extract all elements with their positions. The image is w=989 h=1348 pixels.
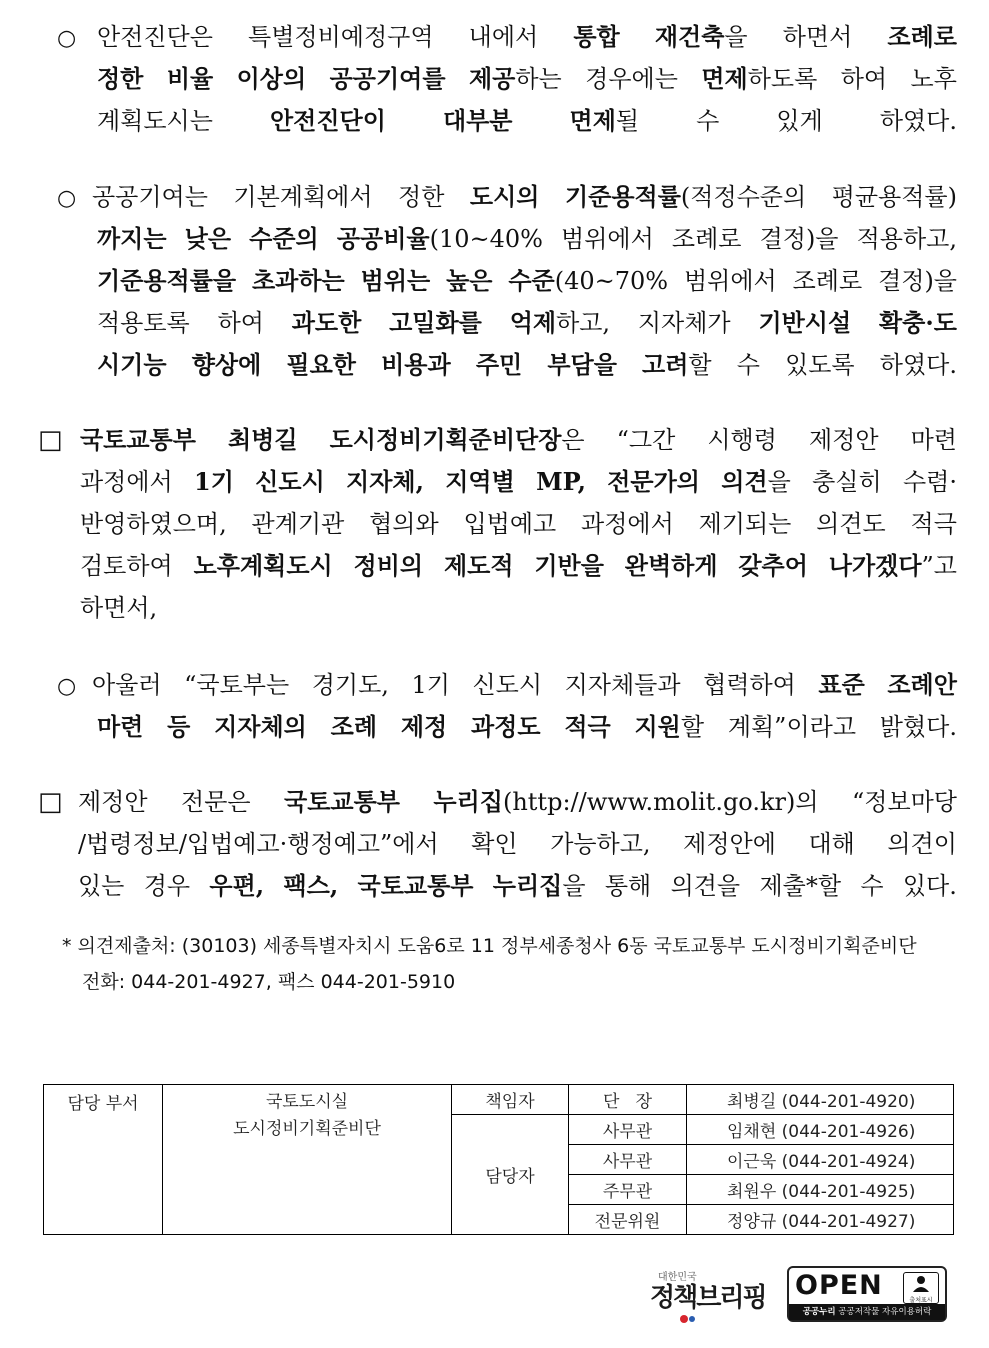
text-line [97, 260, 957, 302]
word: 고려할 [642, 350, 712, 379]
word: 과정에서 [581, 510, 674, 538]
word: 전문가의 [607, 467, 700, 496]
word: 누리집(http://www.molit.go.kr)의 [433, 787, 819, 816]
word: 지자체가 [637, 309, 731, 337]
paragraph-body [80, 419, 957, 629]
word: 하면서 [782, 23, 853, 51]
word: 제기되는 [698, 510, 792, 538]
word: 수 [860, 872, 884, 900]
word: 범위는 [360, 266, 431, 295]
note-line-phone: 전화: 044-201-4927, 팩스 044-201-5910 [82, 971, 456, 993]
word: 기본계획에서 [233, 183, 373, 211]
word: 조례로 [671, 225, 742, 253]
word: 내에서 [468, 23, 539, 51]
word: 갖추어 [738, 551, 808, 580]
word: 통합 [573, 22, 620, 51]
briefing-accent-icon [678, 1312, 698, 1326]
word: 안전진단이 [269, 106, 386, 135]
word: 초과하는 [252, 266, 345, 295]
word: 우편, [209, 871, 265, 900]
word: 가능하고, [550, 830, 651, 858]
word: 통해 [604, 872, 652, 900]
text-line [80, 461, 957, 503]
contact-table [43, 1084, 954, 1235]
open-text: OPEN [795, 1270, 883, 1301]
word: 수준(40~70% [508, 266, 669, 295]
word: 기준용적률을 [97, 266, 237, 295]
word: 국토교통부 [80, 425, 196, 454]
word: 과도한 [291, 308, 362, 337]
word: 계획도시는 [97, 107, 213, 135]
text-line [97, 16, 957, 58]
word: 도시정비기획준비단장은 [329, 425, 585, 454]
word: 지원할 [634, 712, 705, 741]
word: 까지는 [97, 224, 167, 253]
word: 경우 [143, 872, 191, 900]
open-footer-text: 공공저작물 자유이용허락 [838, 1307, 932, 1317]
contact-title: 사무관 [569, 1115, 687, 1145]
open-footer-bar [789, 1304, 945, 1320]
word: 지자체의 [214, 712, 307, 741]
word: 있다. [902, 872, 957, 900]
contact-title: 주무관 [569, 1175, 687, 1205]
text-line [97, 706, 957, 748]
open-license-badge [787, 1266, 947, 1322]
word: 전문은 [181, 788, 251, 816]
word: 누리집을 [492, 871, 586, 900]
person-icon [904, 1273, 938, 1293]
word: 지자체들과 [564, 671, 681, 699]
word: 제공하는 [468, 64, 562, 93]
word: 적극 [910, 510, 957, 538]
word: 국토교통부 [357, 871, 474, 900]
word: 향상에 [191, 350, 262, 379]
text-line [80, 587, 957, 629]
text-line [78, 823, 957, 865]
word: 검토하여 [80, 552, 173, 580]
word: 억제하고, [509, 308, 611, 337]
word: 하였다. [879, 351, 957, 379]
word: 관계기관 [251, 510, 345, 538]
word: 밝혔다. [879, 713, 957, 741]
text-line [97, 218, 957, 260]
dept-line-2: 도시정비기획준비단 [233, 1119, 381, 1139]
word: 수 [736, 351, 760, 379]
word: 나가겠다”고 [828, 551, 957, 580]
paragraph-body [97, 16, 957, 142]
square-bullet: □ [38, 787, 63, 817]
word: 수준의 [249, 224, 319, 253]
paragraph-body [92, 176, 957, 386]
word: 정한 [398, 183, 445, 211]
word: 과정도 [470, 712, 541, 741]
contact-name: 최원우 (044-201-4925) [687, 1175, 954, 1205]
word: 의견도 [816, 510, 886, 538]
word: 의견을 [721, 467, 791, 496]
text-line [97, 302, 957, 344]
word: 기준용적률(적정수준의 [564, 182, 807, 211]
word: 공공기여는 [92, 183, 208, 211]
word: 제도적 [443, 551, 514, 580]
word: 과정에서 [80, 468, 173, 496]
word: 입법예고 [463, 510, 557, 538]
word: 하면서, [80, 594, 158, 622]
head-label-cell [452, 1085, 569, 1115]
word: “정보마당 [851, 788, 957, 816]
word: 제정안 [808, 426, 879, 454]
text-line [80, 545, 957, 587]
contact-name: 최병길 (044-201-4920) [687, 1085, 954, 1115]
text-line [92, 176, 957, 218]
word: 적용하고, [856, 225, 957, 253]
word: 의견을 [670, 872, 741, 900]
contact-name: 정양규 (044-201-4927) [687, 1205, 954, 1235]
word: 낮은 [184, 224, 232, 253]
head-label: 책임자 [485, 1092, 535, 1112]
word: 비율 [166, 64, 214, 93]
word: 주민 [475, 350, 523, 379]
word: 범위에서 [561, 225, 654, 253]
open-badge-text: 출처표시 [909, 1297, 933, 1304]
briefing-small-text: 대한민국 [658, 1272, 697, 1283]
text-line [78, 781, 957, 823]
word: 제정 [400, 712, 448, 741]
word: 노후 [910, 65, 957, 93]
circle-bullet: ○ [57, 26, 77, 51]
text-line [78, 865, 957, 907]
word: 비용과 [381, 350, 451, 379]
word: 1기 [194, 467, 234, 496]
word: 대부분 [442, 106, 513, 135]
word: 있도록 [785, 351, 855, 379]
word: 범위에서 [683, 267, 777, 295]
word: 최병길 [227, 425, 298, 454]
word: 완벽하게 [624, 551, 718, 580]
word: 정한 [97, 64, 144, 93]
word: 특별정비예정구역 [248, 23, 434, 51]
circle-bullet: ○ [57, 674, 77, 699]
word: 하여 [840, 65, 888, 93]
word: 수 [696, 107, 720, 135]
text-line [97, 100, 957, 142]
footer-logos [0, 1262, 989, 1332]
word: /법령정보/입법예고·행정예고”에서 [78, 830, 439, 858]
word: 기반을 [534, 551, 604, 580]
square-bullet: □ [38, 425, 63, 455]
text-line [80, 503, 957, 545]
word: 공공비율(10~40% [336, 224, 543, 253]
word: 경기도, [311, 671, 389, 699]
word: 있는 [78, 872, 125, 900]
word: 1기 [411, 671, 450, 699]
word: 평균용적률) [831, 183, 957, 211]
text-line [97, 58, 957, 100]
paragraph-body [78, 781, 957, 907]
contact-title: 사무관 [569, 1145, 687, 1175]
word: 국토교통부 [284, 787, 400, 816]
word: 표준 [818, 670, 865, 699]
dept-name-cell [163, 1085, 452, 1235]
word: 팩스, [283, 871, 339, 900]
word: “그간 [616, 426, 676, 454]
word: 신도시 [255, 467, 325, 496]
word: 안전진단은 [97, 23, 213, 51]
policy-briefing-logo [650, 1268, 775, 1324]
contact-name: 임채현 (044-201-4926) [687, 1115, 954, 1145]
dept-line-1: 국토도시실 [265, 1092, 349, 1112]
word: 면제될 [569, 106, 640, 135]
text-line [97, 344, 957, 386]
word: 협의와 [369, 510, 439, 538]
word: 반영하였으며, [80, 510, 227, 538]
word: 확인 [471, 830, 518, 858]
submission-note [62, 928, 962, 1000]
circle-bullet: ○ [57, 186, 77, 211]
text-line [92, 664, 957, 706]
word: 공공기여를 [329, 64, 446, 93]
word: 재건축을 [654, 22, 748, 51]
contact-title: 전문위원 [569, 1205, 687, 1235]
word: 조례안 [887, 670, 957, 699]
word: 제정안 [78, 788, 148, 816]
word: 적용토록 [97, 309, 190, 337]
word: 조례로 [887, 22, 957, 51]
word: 계획”이라고 [727, 713, 857, 741]
staff-label-cell [452, 1115, 569, 1235]
word: “국토부는 [184, 671, 290, 699]
word: 노후계획도시 [193, 551, 333, 580]
word: 이상의 [236, 64, 307, 93]
word: 경우에는 [585, 65, 678, 93]
word: 지자체, [346, 467, 424, 496]
word: 제출*할 [759, 872, 842, 900]
word: 협력하여 [703, 671, 796, 699]
word: 마련 [97, 712, 144, 741]
word: 지역별 [445, 467, 515, 496]
word: 결정)을 [759, 225, 839, 253]
briefing-main-text: 정책브리핑 [650, 1283, 766, 1313]
word: 신도시 [472, 671, 543, 699]
word: 시행령 [707, 426, 777, 454]
word: MP, [536, 467, 586, 496]
word: 조례 [330, 712, 378, 741]
word: 조례로 [792, 267, 863, 295]
word: 고밀화를 [389, 308, 482, 337]
word: 정비의 [353, 551, 424, 580]
attribution-icon [903, 1272, 939, 1304]
word: 하여 [217, 309, 264, 337]
word: 대해 [808, 830, 855, 858]
dept-label-cell [44, 1085, 163, 1235]
word: 의견이 [887, 830, 957, 858]
word: 아울러 [92, 671, 162, 699]
text-line [80, 419, 957, 461]
word: 높은 [446, 266, 493, 295]
word: 등 [167, 712, 191, 741]
word: 도시의 [469, 182, 540, 211]
word: 수렴· [902, 468, 957, 496]
note-line-address: * 의견제출처: (30103) 세종특별자치시 도움6로 11 정부세종청사 6동 국토교통부 도시정비기획준비단 [62, 935, 917, 957]
open-footer-bold: 공공누리 [802, 1307, 836, 1317]
staff-label: 담당자 [485, 1167, 535, 1187]
word: 시기능 [97, 350, 167, 379]
word: 충실히 [812, 468, 882, 496]
word: 제정안에 [683, 830, 776, 858]
word: 부담을 [547, 350, 617, 379]
word: 기반시설 [758, 308, 852, 337]
word: 하였다. [879, 107, 957, 135]
contact-name: 이근욱 (044-201-4924) [687, 1145, 954, 1175]
word: 면제하도록 [701, 64, 818, 93]
contact-title: 단 장 [569, 1085, 687, 1115]
word: 적극 [564, 712, 611, 741]
dept-label: 담당 부서 [67, 1094, 139, 1114]
word: 마련 [910, 426, 957, 454]
word: 결정)을 [878, 267, 957, 295]
word: 필요한 [286, 350, 356, 379]
word: 확충·도 [879, 308, 957, 337]
paragraph-body [92, 664, 957, 748]
word: 있게 [776, 107, 823, 135]
